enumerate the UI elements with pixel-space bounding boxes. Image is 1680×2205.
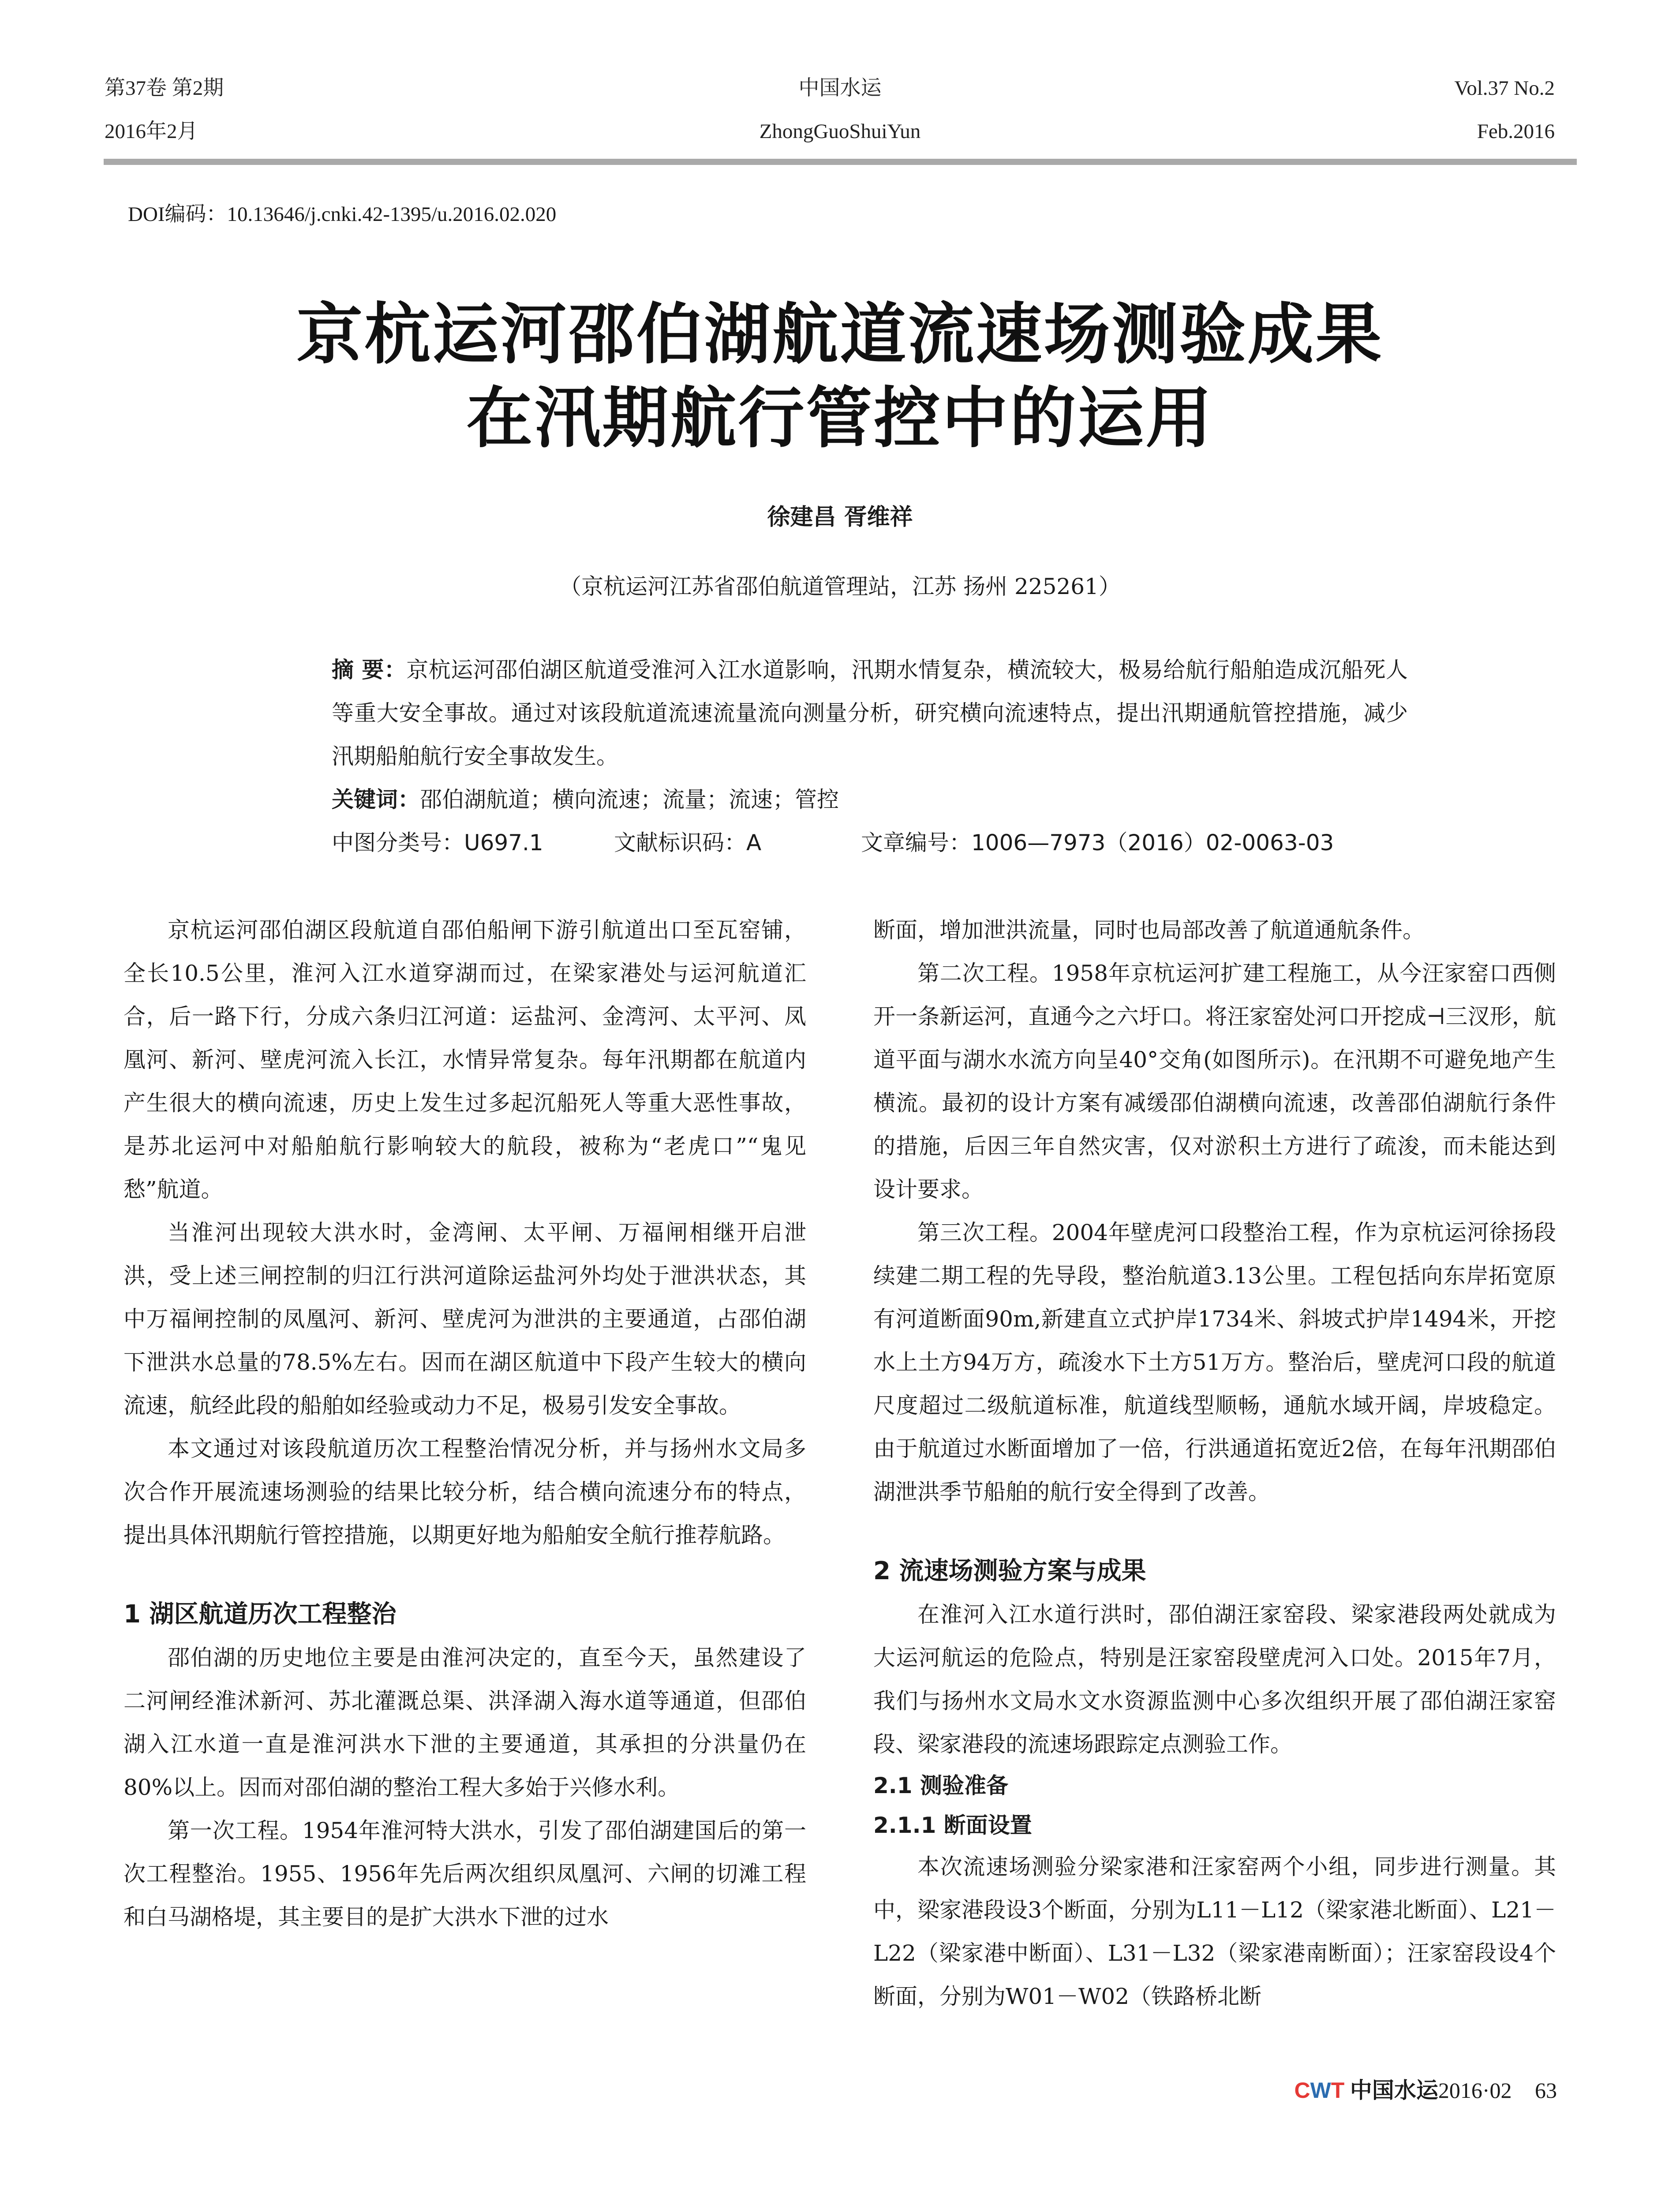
header-journal-name: 中国水运 (798, 77, 882, 100)
clc-value: U697.1 (464, 830, 543, 856)
left-column (123, 908, 806, 1939)
footer-journal: 中国水运 (1350, 2078, 1438, 2103)
footer-logo-t: T (1331, 2078, 1345, 2103)
header-volume-en: Vol.37 No.2 (1454, 77, 1555, 100)
right-column (873, 908, 1556, 2018)
abstract (332, 648, 1408, 778)
article-title-line1: 京杭运河邵伯湖航道流速场测验成果 (296, 295, 1384, 373)
left-paragraph-3: 本文通过对该段航道历次工程整治情况分析，并与扬州水文局多次合作开展流速场测验的结果比较分析，结合横向流速分布的特点，提出具体汛期航行管控措施，以期更好地为船舶安全航行推荐航路。 (123, 1436, 806, 1548)
section-heading-2: 2 流速场测验方案与成果 (873, 1557, 1146, 1585)
doi: DOI编码：10.13646/j.cnki.42-1395/u.2016.02.020 (128, 203, 557, 226)
header-rule (104, 159, 1577, 165)
right-paragraph-1: 断面，增加泄洪流量，同时也局部改善了航道通航条件。 (873, 917, 1425, 943)
footer-issue: 2016·02 (1438, 2078, 1512, 2103)
article-number-value: 1006—7973（2016）02-0063-03 (971, 830, 1334, 856)
abstract-block (332, 648, 1408, 864)
article-title-line2: 在汛期航行管控中的运用 (466, 379, 1214, 457)
left-paragraph-1: 京杭运河邵伯湖区段航道自邵伯船闸下游引航道出口至瓦窑铺，全长10.5公里，淮河入江水道穿湖而过，在梁家港处与运河航道汇合，后一路下行，分成六条归江河道：运盐河、金湾河、太平河、凤凰河、新河、壁虎河流入长江，水情异常复杂。每年汛期都在航道内产生很大的横向流速，历史上发生过多起沉船死人等重大恶性事故，是苏北运河中对船舶航行影响较大的航段，被称为“老虎口”“鬼见愁”航道。 (123, 917, 806, 1202)
footer (1270, 2073, 1557, 2104)
footer-logo-c: C (1294, 2078, 1310, 2103)
subsection-heading-2-1-1: 2.1.1 断面设置 (873, 1813, 1032, 1838)
clc-label: 中图分类号： (332, 830, 464, 856)
article-number-label: 文章编号： (861, 830, 971, 856)
subsection-heading-2-1: 2.1 测验准备 (873, 1773, 1008, 1798)
page-number: 63 (1535, 2078, 1557, 2103)
right-paragraph-3: 第三次工程。2004年壁虎河口段整治工程，作为京杭运河徐扬段续建二期工程的先导段，整治航道3.13公里。工程包括向东岸拓宽原有河道断面90m,新建直立式护岸1734米、斜坡式护岸1494米，开挖水上土方94万方，疏浚水下土方51万方。整治后，壁虎河口段的航道尺度超过二级航道标准，航道线型顺畅，通航水域开阔，岸坡稳定。由于航道过水断面增加了一倍，行洪通道拓宽近2倍，在每年汛期邵伯湖泄洪季节船舶的航行安全得到了改善。 (873, 1220, 1556, 1505)
classification-line (332, 821, 1408, 864)
authors: 徐建昌 胥维祥 (767, 504, 913, 531)
header-date: 2016年2月 (105, 120, 198, 143)
doc-code-label: 文献标识码： (614, 830, 746, 856)
header-volume-issue: 第37卷 第2期 (105, 77, 224, 100)
abstract-text: 京杭运河邵伯湖区航道受淮河入江水道影响，汛期水情复杂，横流较大，极易给航行船舶造成沉船死人等重大安全事故。通过对该段航道流速流量流向测量分析，研究横向流速特点，提出汛期通航管控措施，减少汛期船舶航行安全事故发生。 (332, 657, 1408, 769)
right-paragraph-4: 在淮河入江水道行洪时，邵伯湖汪家窑段、梁家港段两处就成为大运河航运的危险点，特别是汪家窑段壁虎河入口处。2015年7月，我们与扬州水文局水文水资源监测中心多次组织开展了邵伯湖汪家窑段、梁家港段的流速场跟踪定点测验工作。 (873, 1602, 1556, 1757)
abstract-label: 摘 要： (332, 657, 407, 683)
left-paragraph-5: 第一次工程。1954年淮河特大洪水，引发了邵伯湖建国后的第一次工程整治。1955、1956年先后两次组织凤凰河、六闸的切滩工程和白马湖格堤，其主要目的是扩大洪水下泄的过水 (123, 1818, 806, 1930)
footer-logo-w: W (1310, 2078, 1331, 2103)
header-date-en: Feb.2016 (1477, 120, 1555, 143)
keywords (332, 778, 1408, 821)
right-paragraph-2: 第二次工程。1958年京杭运河扩建工程施工，从今汪家窑口西侧开一条新运河，直通今之六圩口。将汪家窑处河口开挖成⊣三汊形，航道平面与湖水水流方向呈40°交角(如图所示)。在汛期不可避免地产生横流。最初的设计方案有减缓邵伯湖横向流速，改善邵伯湖航行条件的措施，后因三年自然灾害，仅对淤积土方进行了疏浚，而未能达到设计要求。 (873, 960, 1556, 1202)
affiliation: （京杭运河江苏省邵伯航道管理站，江苏 扬州 225261） (559, 574, 1121, 599)
section-heading-1: 1 湖区航道历次工程整治 (123, 1600, 397, 1629)
keywords-text: 邵伯湖航道；横向流速；流量；流速；管控 (420, 787, 839, 812)
keywords-label: 关键词： (332, 787, 420, 812)
doc-code-value: A (746, 830, 762, 856)
left-paragraph-2: 当淮河出现较大洪水时，金湾闸、太平闸、万福闸相继开启泄洪，受上述三闸控制的归江行洪河道除运盐河外均处于泄洪状态，其中万福闸控制的凤凰河、新河、壁虎河为泄洪的主要通道，占邵伯湖下泄洪水总量的78.5%左右。因而在湖区航道中下段产生较大的横向流速，航经此段的船舶如经验或动力不足，极易引发安全事故。 (123, 1220, 806, 1418)
right-paragraph-5: 本次流速场测验分梁家港和汪家窑两个小组，同步进行测量。其中，梁家港段设3个断面，分别为L11－L12（梁家港北断面）、L21－L22（梁家港中断面）、L31－L32（梁家港南断面）；汪家窑段设4个断面，分别为W01－W02（铁路桥北断 (873, 1854, 1556, 2009)
left-paragraph-4: 邵伯湖的历史地位主要是由淮河决定的，直至今天，虽然建设了二河闸经淮沭新河、苏北灌溉总渠、洪泽湖入海水道等通道，但邵伯湖入江水道一直是淮河洪水下泄的主要通道，其承担的分洪量仍在80%以上。因而对邵伯湖的整治工程大多始于兴修水利。 (123, 1645, 806, 1800)
header-journal-pinyin: ZhongGuoShuiYun (759, 120, 921, 143)
